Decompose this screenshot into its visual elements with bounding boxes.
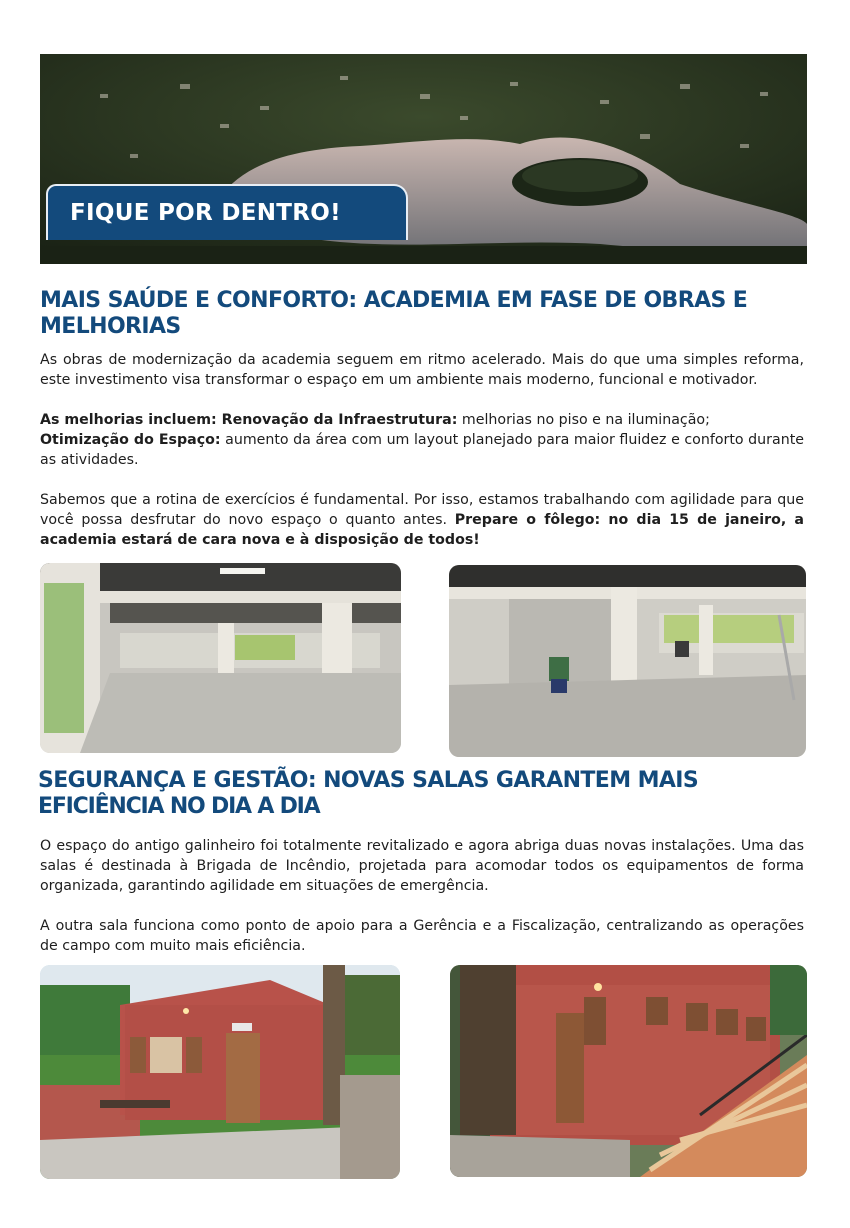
- section1-paragraph-2: [40, 410, 804, 470]
- section2-paragraph-1: O espaço do antigo galinheiro foi totalmente revitalizado e agora abriga duas novas instalações. Uma das salas é destinada à Brigada de Incêndio, projetada para acomodar todos os equipamentos de forma organizada, garantindo agilidade em situações de emergência.: [40, 838, 804, 894]
- fire-brigade-room-photo: [40, 965, 400, 1179]
- section2-title: [38, 768, 808, 820]
- section2-title-line-1: SEGURANÇA E GESTÃO: NOVAS SALAS GARANTEM MAIS: [38, 768, 699, 793]
- gym-construction-photo-2: [449, 565, 806, 757]
- hero-badge-text: FIQUE POR DENTRO!: [70, 200, 341, 226]
- section1-paragraph-3: [40, 490, 804, 550]
- improvements-text-b: aumento da área com um layout planejado para maior fluidez e conforto durante as atividades.: [40, 432, 804, 468]
- space-optimization-label: Otimização do Espaço:: [40, 432, 221, 448]
- improvements-label: As melhorias incluem: Renovação da Infraestrutura:: [40, 412, 458, 428]
- gym-construction-photo-1: [40, 563, 401, 753]
- section1-paragraph-1: As obras de modernização da academia seguem em ritmo acelerado. Mais do que uma simples reforma, este investimento visa transformar o espaço em um ambiente mais moderno, funcional e motivador.: [40, 352, 804, 388]
- reopening-announcement: Prepare o fôlego: no dia 15 de janeiro, a academia estará de cara nova e à disposição de todos!: [40, 512, 804, 548]
- routine-text: Sabemos que a rotina de exercícios é fundamental. Por isso, estamos trabalhando com agilidade para que você possa desfrutar do novo espaço o quanto antes.: [40, 492, 804, 528]
- improvements-text-a: melhorias no piso e na iluminação;: [457, 412, 710, 428]
- management-room-photo: [450, 965, 807, 1177]
- hero-badge: [46, 184, 408, 240]
- hero-banner: [40, 54, 807, 264]
- section1-title: MAIS SAÚDE E CONFORTO: ACADEMIA EM FASE DE OBRAS E MELHORIAS: [40, 288, 748, 339]
- section2-title-line-2: EFICIÊNCIA NO DIA A DIA: [38, 794, 320, 819]
- section2-paragraph-2: A outra sala funciona como ponto de apoio para a Gerência e a Fiscalização, centralizando as operações de campo com muito mais eficiência.: [40, 918, 804, 954]
